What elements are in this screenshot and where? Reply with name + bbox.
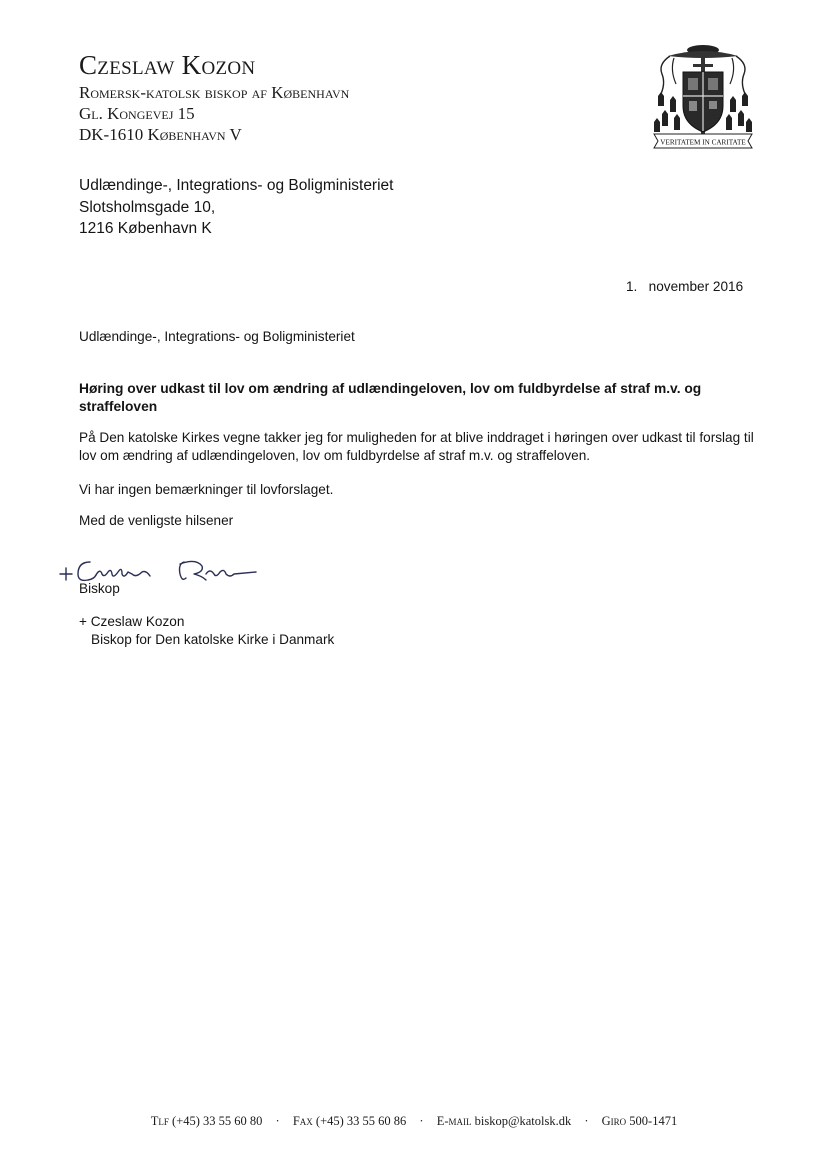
- recipient-line-3: 1216 København K: [79, 220, 212, 237]
- footer-separator: ·: [419, 1114, 424, 1128]
- signature-title: Biskop: [79, 581, 120, 596]
- letterhead-city: DK-1610 København V: [79, 125, 242, 144]
- letter-date: 1. november 2016: [626, 279, 744, 294]
- letter-footer: [0, 1114, 828, 1129]
- body-paragraph-2: Vi har ingen bemærkninger til lovforslaget.: [79, 482, 334, 497]
- letter-recipient-reference: Udlændinge-, Integrations- og Boligministeriet: [79, 329, 355, 344]
- letterhead-name: Czeslaw Kozon: [79, 50, 256, 80]
- footer-fax: (+45) 33 55 60 86: [315, 1114, 407, 1128]
- recipient-line-2: Slotsholmsgade 10,: [79, 199, 216, 216]
- body-paragraph-1: På Den katolske Kirkes vegne takker jeg for muligheden for at blive inddraget i høringen over udkast til forslag til lov om ændring af udlændingeloven, lov om fuldbyrdelse af straf m.v. og straffeloven.: [79, 430, 754, 463]
- footer-separator: ·: [275, 1114, 280, 1128]
- coat-of-arms-icon: [648, 40, 758, 152]
- footer-separator: ·: [584, 1114, 589, 1128]
- recipient-line-1: Udlændinge-, Integrations- og Boligministeriet: [79, 177, 394, 194]
- signer-role: Biskop for Den katolske Kirke i Danmark: [91, 632, 335, 647]
- footer-tlf-label: Tlf: [150, 1114, 169, 1128]
- signer-name: + Czeslaw Kozon: [79, 614, 185, 629]
- footer-giro: 500-1471: [629, 1114, 678, 1128]
- footer-fax-label: Fax: [292, 1114, 313, 1128]
- closing-salutation: Med de venligste hilsener: [79, 513, 234, 528]
- letterhead-street: Gl. Kongevej 15: [79, 104, 195, 123]
- letter-subject: Høring over udkast til lov om ændring af udlændingeloven, lov om fuldbyrdelse af straf m.v. og straffeloven: [79, 381, 702, 414]
- footer-tlf: (+45) 33 55 60 80: [172, 1114, 263, 1128]
- letterhead-title: Romersk-katolsk biskop af København: [79, 83, 350, 102]
- footer-email-label: E-mail: [436, 1114, 472, 1128]
- footer-email: biskop@katolsk.dk: [474, 1114, 572, 1128]
- footer-giro-label: Giro: [601, 1114, 627, 1128]
- coat-motto: VERITATEM IN CARITATE: [660, 138, 746, 147]
